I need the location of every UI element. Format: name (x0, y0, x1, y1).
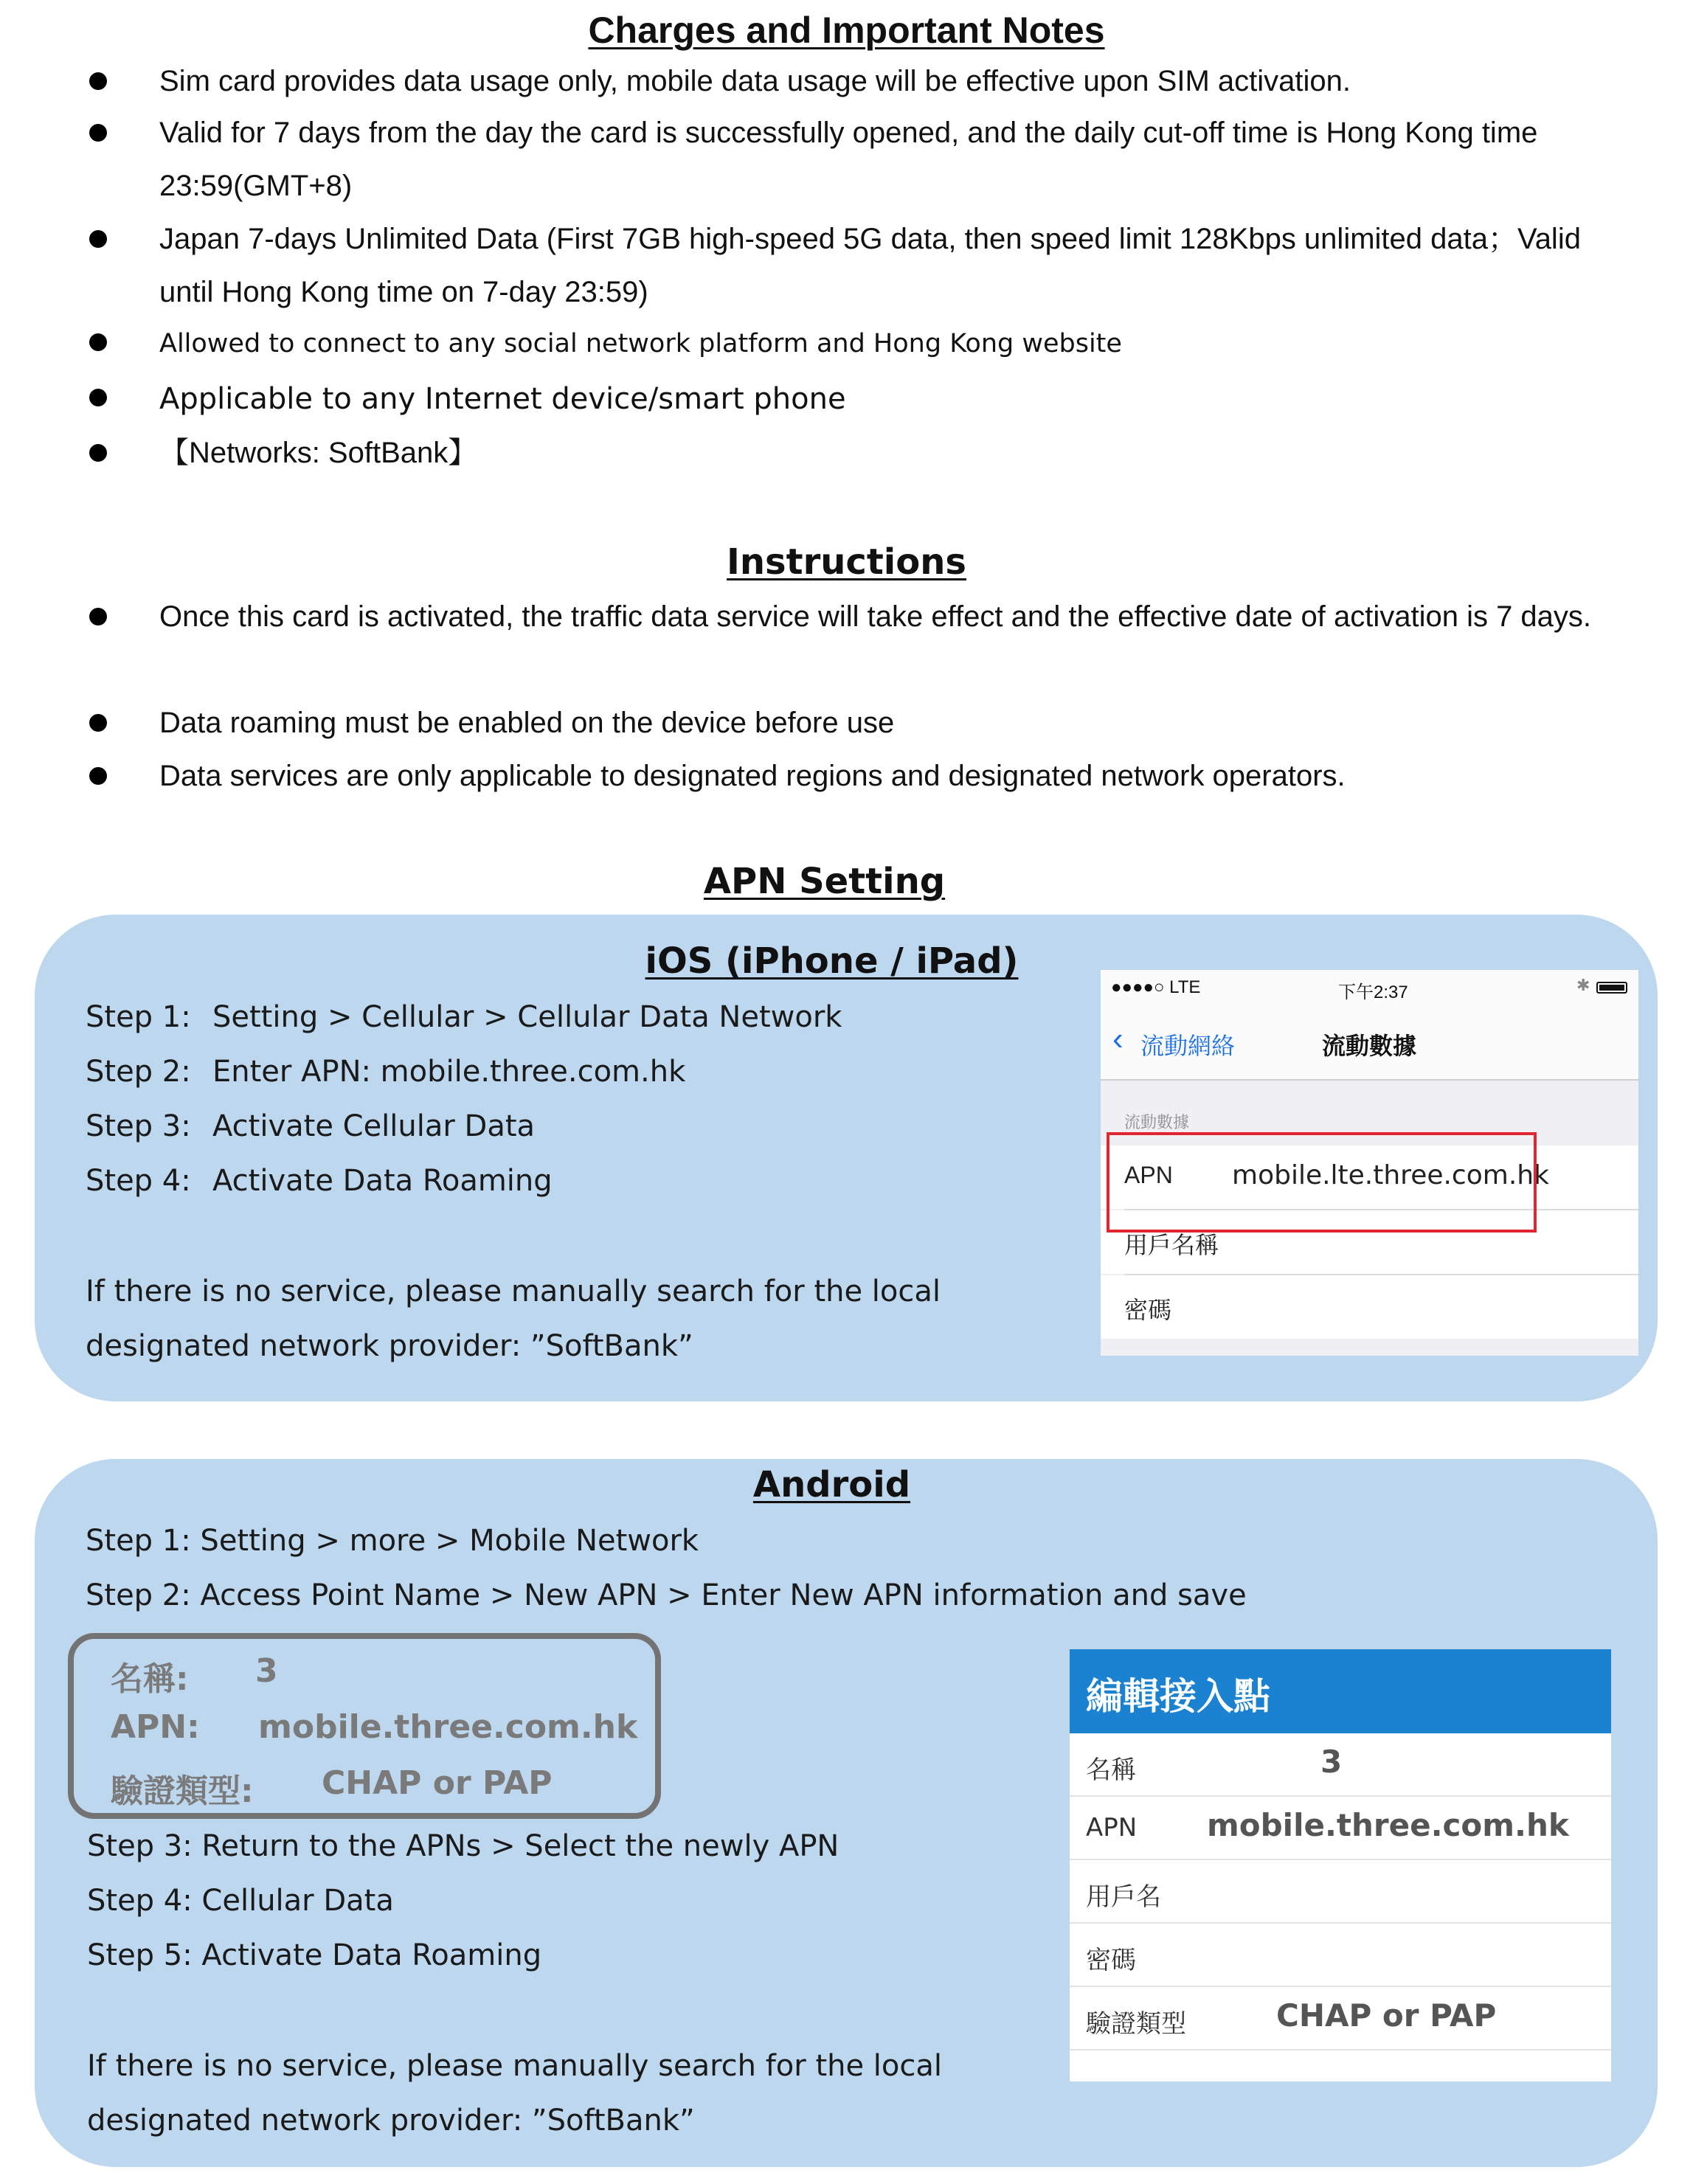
ios-nav-bar (1101, 1005, 1638, 1081)
android-title: Android (752, 1464, 911, 1505)
android-password-key: 密碼 (1086, 1946, 1136, 1975)
chevron-left-icon[interactable]: ‹ (1112, 1021, 1124, 1057)
bullet-icon (89, 230, 107, 248)
android-box-name-key: 名稱: (111, 1660, 189, 1698)
bluetooth-icon: ✱ (1576, 976, 1590, 994)
ios-status-bar (1101, 970, 1638, 1005)
android-header-title: 編輯接入點 (1086, 1675, 1270, 1718)
ios-time: 下午2:37 (1338, 982, 1408, 1002)
android-apn-key: APN (1086, 1813, 1138, 1842)
apn-title: APN Setting (703, 861, 946, 902)
instructions-item-3: Data services are only applicable to designated regions and designated network operators. (159, 760, 1346, 792)
instructions-title: Instructions (727, 541, 966, 583)
ios-step-4: Step 4: Activate Data Roaming (86, 1164, 553, 1198)
android-step-1: Step 1: Setting > more > Mobile Network (86, 1524, 699, 1558)
ios-back-button[interactable]: 流動網絡 (1140, 1033, 1236, 1059)
android-apn-row[interactable] (1070, 1797, 1611, 1860)
charges-item-1: Sim card provides data usage only, mobile data usage will be effective upon SIM activation. (159, 65, 1351, 97)
android-username-key: 用戶名 (1086, 1882, 1161, 1912)
ios-step-2: Step 2: Enter APN: mobile.three.com.hk (86, 1055, 686, 1089)
bullet-icon (89, 124, 107, 142)
ios-password-key: 密碼 (1124, 1297, 1172, 1323)
ios-password-row[interactable] (1101, 1275, 1638, 1339)
android-username-row[interactable] (1070, 1860, 1611, 1924)
bullet-icon (89, 333, 107, 351)
android-box-apn-value: mobile.three.com.hk (258, 1708, 638, 1746)
bullet-icon (89, 767, 107, 785)
android-step-4: Step 4: Cellular Data (87, 1884, 394, 1918)
android-auth-row[interactable] (1070, 1987, 1611, 2050)
android-password-row[interactable] (1070, 1924, 1611, 1987)
charges-item-2: Valid for 7 days from the day the card is successfully opened, and the daily cut-off time is Hong Kong time 23:59(GMT+8) (159, 117, 1538, 202)
android-name-key: 名稱 (1086, 1755, 1136, 1785)
android-box-auth-key: 驗證類型: (111, 1772, 254, 1810)
bullet-icon (89, 714, 107, 732)
android-settings-screenshot (1070, 1649, 1611, 2081)
android-auth-key: 驗證類型 (1086, 2009, 1186, 2039)
android-header (1070, 1649, 1611, 1733)
ios-settings-screenshot (1101, 970, 1638, 1356)
battery-icon (1596, 982, 1627, 994)
android-name-row[interactable] (1070, 1733, 1611, 1797)
ios-apn-value[interactable]: mobile.lte.three.com.hk (1232, 1160, 1549, 1190)
android-name-value[interactable]: 3 (1320, 1744, 1343, 1780)
android-box-apn-key: APN: (111, 1708, 200, 1746)
charges-title: Charges and Important Notes (588, 10, 1105, 51)
android-step-2: Step 2: Access Point Name > New APN > Enter New APN information and save (86, 1578, 1247, 1612)
android-apn-value[interactable]: mobile.three.com.hk (1207, 1807, 1569, 1843)
ios-nav-title: 流動數據 (1322, 1033, 1417, 1059)
ios-carrier: ●●●●○ LTE (1111, 977, 1201, 997)
bullet-icon (89, 608, 107, 625)
android-step-5: Step 5: Activate Data Roaming (87, 1938, 542, 1972)
charges-item-5: Applicable to any Internet device/smart phone (159, 382, 846, 416)
android-box-auth-value: CHAP or PAP (322, 1764, 553, 1802)
instructions-item-2: Data roaming must be enabled on the device before use (159, 707, 895, 739)
ios-step-1: Step 1: Setting > Cellular > Cellular Data Network (86, 1000, 842, 1034)
ios-username-key: 用戶名稱 (1124, 1232, 1219, 1258)
highlight-box (1107, 1132, 1537, 1233)
ios-apn-key: APN (1124, 1162, 1173, 1188)
charges-item-3: Japan 7-days Unlimited Data (First 7GB high-speed 5G data, then speed limit 128Kbps unlimited data；Valid until Hong Kong time on 7-day 23:59) (159, 223, 1581, 308)
android-auth-value[interactable]: CHAP or PAP (1276, 1997, 1497, 2034)
android-note: If there is no service, please manually search for the local designated network provider: ”SoftBank” (87, 2049, 943, 2138)
android-box-name-value: 3 (255, 1652, 278, 1690)
instructions-item-1: Once this card is activated, the traffic data service will take effect and the effective date of activation is 7 days. (159, 600, 1592, 633)
ios-step-3: Step 3: Activate Cellular Data (86, 1109, 536, 1143)
bullet-icon (89, 444, 107, 462)
bullet-icon (89, 389, 107, 406)
charges-item-6: 【Networks: SoftBank】 (159, 437, 478, 469)
bullet-icon (89, 72, 107, 90)
android-step-3: Step 3: Return to the APNs > Select the newly APN (87, 1829, 839, 1863)
ios-note: If there is no service, please manually search for the local designated network provider: ”SoftBank” (86, 1275, 941, 1363)
ios-title: iOS (iPhone / iPad) (645, 940, 1019, 982)
charges-item-4: Allowed to connect to any social network platform and Hong Kong website (159, 329, 1122, 358)
ios-section-header: 流動數據 (1124, 1113, 1190, 1131)
